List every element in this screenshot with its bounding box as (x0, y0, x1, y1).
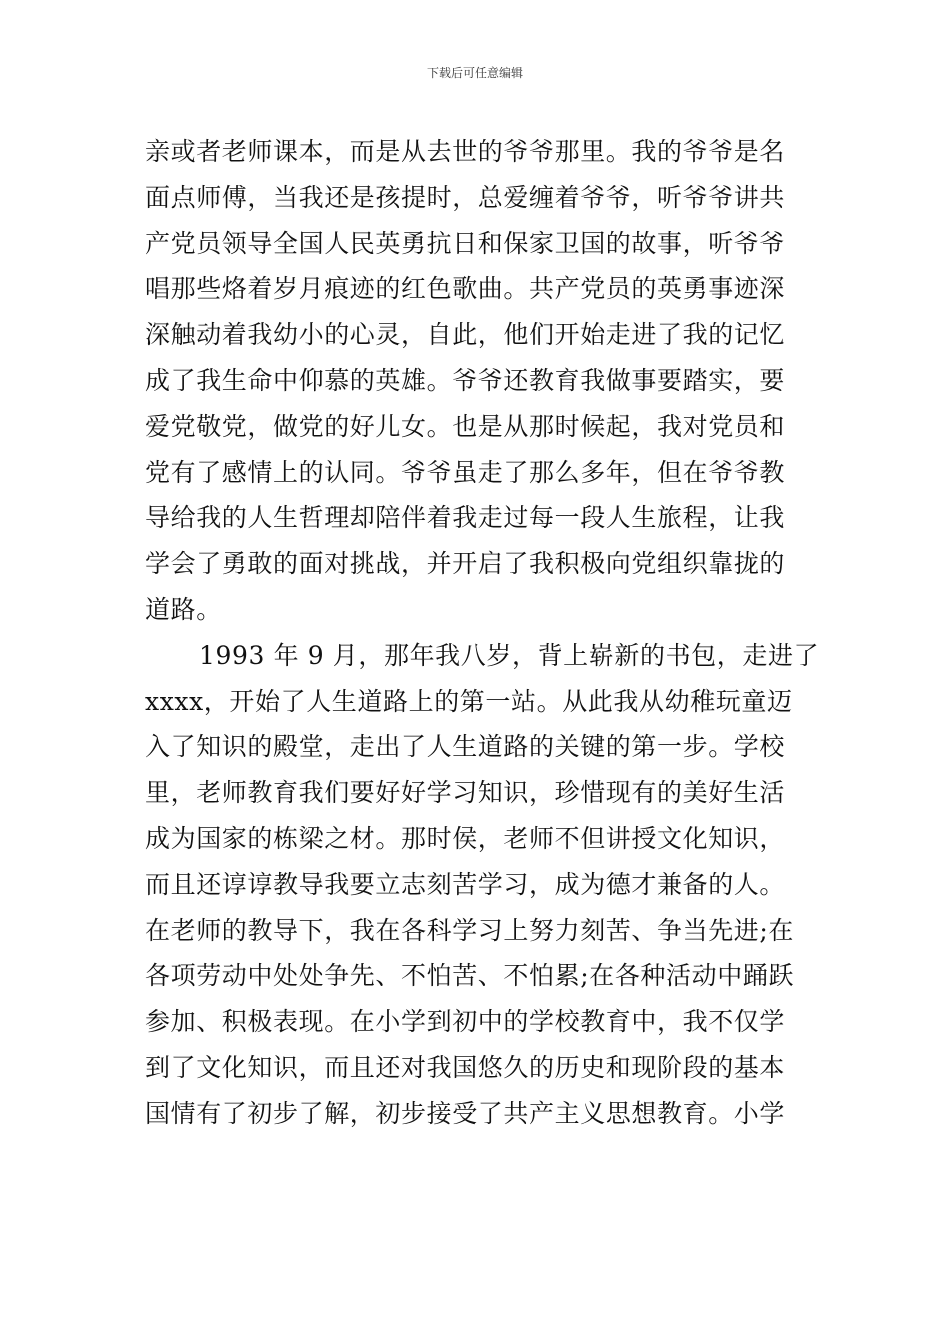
text-line: xxxx，开始了人生道路上的第一站。从此我从幼稚玩童迈 (145, 686, 793, 716)
text-line: 学会了勇敢的面对挑战，并开启了我积极向党组织靠拢的 (145, 549, 786, 579)
text-line: 道路。 (145, 594, 222, 624)
text-line: 到了文化知识，而且还对我国悠久的历史和现阶段的基本 (145, 1052, 786, 1082)
text-line: 里，老师教育我们要好好学习知识，珍惜现有的美好生活 (145, 778, 786, 808)
text-line: 导给我的人生哲理却陪伴着我走过每一段人生旅程，让我 (145, 503, 786, 533)
paragraph-first-line: 1993 年 9 月，那年我八岁，背上崭新的书包，走进了 (199, 640, 820, 670)
text-line: 成为国家的栋梁之材。那时侯，老师不但讲授文化知识， (145, 823, 786, 853)
text-line: 面点师傅，当我还是孩提时，总爱缠着爷爷，听爷爷讲共 (145, 182, 786, 212)
page-header: 下载后可任意编辑 (426, 66, 523, 80)
text-line: 入了知识的殿堂，走出了人生道路的关键的第一步。学校 (145, 732, 786, 762)
text-line: 爱党敬党，做党的好儿女。也是从那时候起，我对党员和 (145, 411, 786, 441)
text-line: 而且还谆谆教导我要立志刻苦学习，成为德才兼备的人。 (145, 869, 786, 899)
document-body (145, 129, 825, 1137)
text-line: 产党员领导全国人民英勇抗日和保家卫国的故事，听爷爷 (145, 228, 786, 258)
text-line: 亲或者老师课本，而是从去世的爷爷那里。我的爷爷是名 (145, 137, 786, 166)
text-line: 在老师的教导下，我在各科学习上努力刻苦、争当先进;在 (145, 915, 795, 945)
text-line: 唱那些烙着岁月痕迹的红色歌曲。共产党员的英勇事迹深 (145, 274, 786, 304)
text-line: 深触动着我幼小的心灵，自此，他们开始走进了我的记忆 (145, 320, 786, 350)
text-line: 参加、积极表现。在小学到初中的学校教育中，我不仅学 (145, 1007, 786, 1037)
text-line: 党有了感情上的认同。爷爷虽走了那么多年，但在爷爷教 (145, 457, 786, 487)
text-line: 各项劳动中处处争先、不怕苦、不怕累;在各种活动中踊跃 (145, 961, 795, 991)
text-line: 成了我生命中仰慕的英雄。爷爷还教育我做事要踏实，要 (145, 365, 786, 395)
text-line: 国情有了初步了解，初步接受了共产主义思想教育。小学 (145, 1098, 786, 1128)
